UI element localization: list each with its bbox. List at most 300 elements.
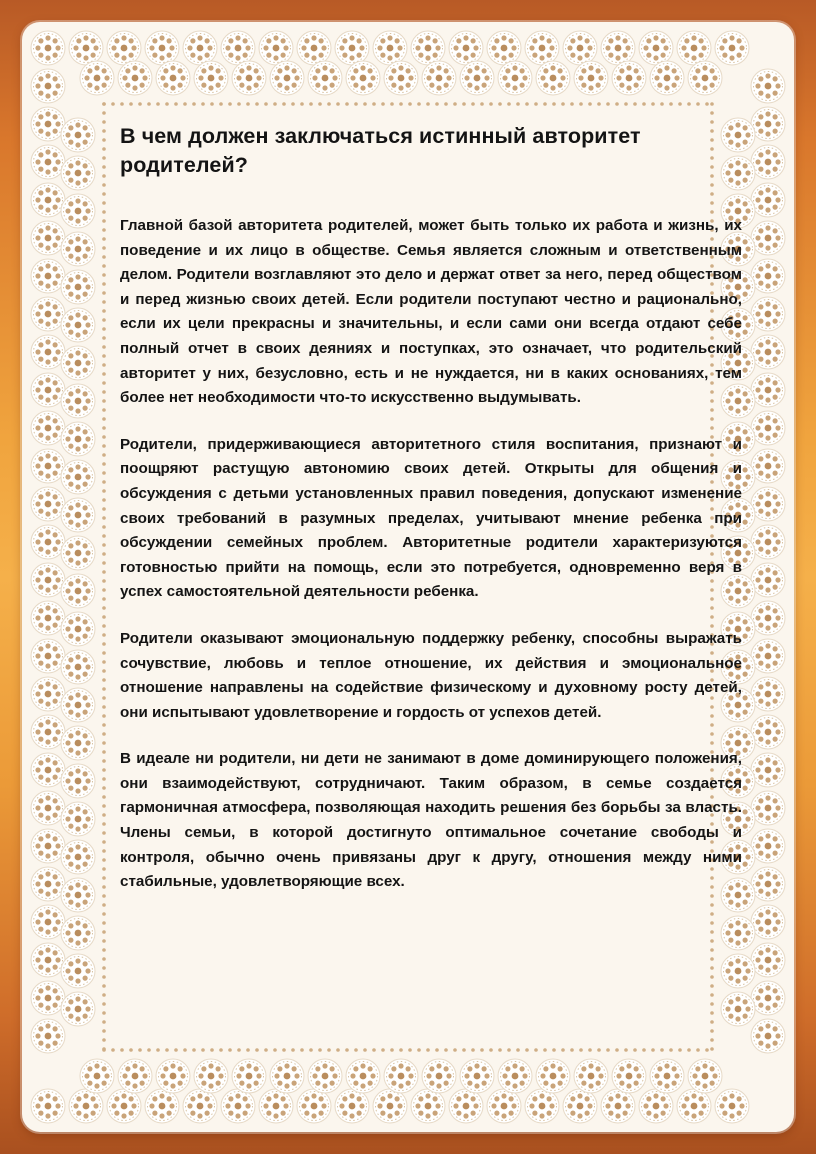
article-title: В чем должен заключаться истинный авторитет родителей? (120, 124, 641, 177)
lace-stitch (210, 102, 214, 106)
lace-flower (61, 878, 95, 912)
lace-flower (61, 308, 95, 342)
lace-stitch (201, 102, 205, 106)
lace-flower (751, 943, 785, 977)
lace-flower (639, 31, 673, 65)
article-paragraph-2: Родители, придерживающиеся авторитетного стиля воспитания, признают и поощряют растущую автономию своих детей. Открыты для общения и обсуждения с детьми установленных правил поведения, допускают изменение своих требований в разумных пределах, учитывают мнение ребенка при обсуждении семейных проблем. Авторитетные родители характеризуются готовностью прийти на помощь, если это потребуется, одновременно веря в успех самостоятельной деятельности ребенка. (120, 435, 742, 601)
lace-stitch (102, 1029, 106, 1033)
lace-stitch (399, 102, 403, 106)
lace-flower (80, 1059, 114, 1093)
lace-flower (384, 1059, 418, 1093)
lace-flower (346, 1059, 380, 1093)
lace-flower (751, 145, 785, 179)
lace-flower (751, 905, 785, 939)
lace-stitch (102, 192, 106, 196)
lace-stitch (102, 237, 106, 241)
lace-stitch (102, 525, 106, 529)
lace-stitch (633, 102, 637, 106)
lace-stitch (309, 102, 313, 106)
lace-stitch (120, 102, 124, 106)
lace-flower (31, 259, 65, 293)
lace-flower (751, 563, 785, 597)
lace-flower (270, 61, 304, 95)
lace-flower (145, 1089, 179, 1123)
lace-flower (601, 31, 635, 65)
lace-stitch (444, 102, 448, 106)
lace-stitch (111, 1048, 115, 1052)
lace-stitch (525, 102, 529, 106)
lace-stitch (102, 453, 106, 457)
lace-flower (183, 1089, 217, 1123)
lace-stitch (102, 156, 106, 160)
lace-flower (751, 1019, 785, 1053)
lace-flower (422, 61, 456, 95)
lace-flower (61, 764, 95, 798)
article-paragraph-4: В идеале ни родители, ни дети не занимают в доме доминирующего положения, они взаимодействуют, сотрудничают. Таким образом, в семье создается гармоничная атмосфера, позволяющая находить решения без борьбы за власть. Члены семьи, в которой достигнуто оптимальное сочетание свободы и контроля, обычно очень привязаны друг к другу, отношения между ними стабильные, удовлетворяющие всех. (120, 750, 742, 891)
lace-stitch (102, 129, 106, 133)
lace-stitch (102, 498, 106, 502)
lace-stitch (102, 138, 106, 142)
lace-stitch (561, 102, 565, 106)
lace-stitch (102, 948, 106, 952)
lace-flower (751, 335, 785, 369)
lace-flower (270, 1059, 304, 1093)
lace-stitch (102, 759, 106, 763)
lace-flower (563, 1089, 597, 1123)
lace-flower (61, 498, 95, 532)
lace-stitch (102, 876, 106, 880)
lace-flower (69, 31, 103, 65)
lace-flower (194, 1059, 228, 1093)
lace-stitch (174, 102, 178, 106)
lace-stitch (705, 102, 709, 106)
lace-stitch (102, 381, 106, 385)
lace-stitch (102, 840, 106, 844)
lace-stitch (579, 102, 583, 106)
lace-stitch (102, 606, 106, 610)
lace-stitch (390, 102, 394, 106)
lace-stitch (651, 102, 655, 106)
lace-flower (449, 31, 483, 65)
lace-flower (411, 1089, 445, 1123)
lace-flower (297, 1089, 331, 1123)
lace-stitch (102, 435, 106, 439)
lace-flower (31, 373, 65, 407)
lace-stitch (102, 534, 106, 538)
lace-stitch (102, 1002, 106, 1006)
lace-flower (61, 954, 95, 988)
lace-stitch (183, 102, 187, 106)
lace-flower (650, 1059, 684, 1093)
lace-stitch (570, 102, 574, 106)
lace-stitch (642, 102, 646, 106)
lace-flower (69, 1089, 103, 1123)
lace-flower (31, 677, 65, 711)
lace-flower (61, 194, 95, 228)
lace-flower (751, 525, 785, 559)
lace-flower (751, 639, 785, 673)
lace-flower (308, 1059, 342, 1093)
lace-stitch (102, 849, 106, 853)
lace-flower (31, 411, 65, 445)
lace-flower (232, 61, 266, 95)
lace-stitch (588, 102, 592, 106)
lace-stitch (102, 912, 106, 916)
lace-stitch (102, 786, 106, 790)
lace-flower (61, 612, 95, 646)
lace-flower (297, 31, 331, 65)
lace-stitch (102, 111, 106, 115)
lace-stitch (318, 102, 322, 106)
lace-stitch (363, 102, 367, 106)
lace-border-frame (22, 22, 794, 1132)
lace-flower (308, 61, 342, 95)
lace-flower (61, 460, 95, 494)
lace-stitch (102, 1038, 106, 1042)
lace-flower (61, 346, 95, 380)
lace-flower (145, 31, 179, 65)
lace-flower (460, 1059, 494, 1093)
lace-flower (536, 61, 570, 95)
lace-stitch (102, 939, 106, 943)
lace-stitch (381, 102, 385, 106)
lace-stitch (102, 705, 106, 709)
lace-flower (373, 1089, 407, 1123)
lace-stitch (597, 102, 601, 106)
lace-flower (31, 1089, 65, 1123)
lace-flower (31, 31, 65, 65)
lace-flower (31, 639, 65, 673)
lace-stitch (669, 102, 673, 106)
lace-flower (751, 411, 785, 445)
lace-stitch (102, 687, 106, 691)
lace-stitch (102, 966, 106, 970)
lace-flower (232, 1059, 266, 1093)
lace-stitch (102, 921, 106, 925)
lace-stitch (426, 102, 430, 106)
lace-stitch (102, 426, 106, 430)
lace-stitch (102, 1011, 106, 1015)
lace-flower (525, 31, 559, 65)
lace-flower (259, 1089, 293, 1123)
lace-stitch (552, 102, 556, 106)
lace-stitch (102, 480, 106, 484)
lace-flower (498, 61, 532, 95)
lace-flower (612, 61, 646, 95)
lace-flower (751, 753, 785, 787)
lace-flower (31, 69, 65, 103)
lace-stitch (147, 102, 151, 106)
lace-stitch (453, 102, 457, 106)
lace-stitch (102, 255, 106, 259)
lace-flower (31, 981, 65, 1015)
lace-stitch (489, 102, 493, 106)
lace-flower (574, 1059, 608, 1093)
lace-stitch (102, 471, 106, 475)
lace-flower (751, 601, 785, 635)
lace-stitch (696, 102, 700, 106)
lace-flower (31, 107, 65, 141)
lace-stitch (102, 975, 106, 979)
lace-flower (61, 574, 95, 608)
lace-stitch (102, 624, 106, 628)
lace-stitch (156, 102, 160, 106)
lace-stitch (471, 102, 475, 106)
lace-flower (107, 1089, 141, 1123)
lace-stitch (102, 984, 106, 988)
lace-stitch (102, 228, 106, 232)
lace-stitch (102, 552, 106, 556)
lace-flower (525, 1089, 559, 1123)
lace-flower (61, 992, 95, 1026)
lace-flower (183, 31, 217, 65)
lace-stitch (102, 201, 106, 205)
lace-stitch (102, 444, 106, 448)
lace-flower (31, 487, 65, 521)
lace-stitch (291, 102, 295, 106)
lace-stitch (543, 102, 547, 106)
lace-stitch (228, 102, 232, 106)
lace-flower (31, 335, 65, 369)
lace-stitch (102, 309, 106, 313)
lace-flower (422, 1059, 456, 1093)
lace-flower (61, 802, 95, 836)
lace-flower (61, 650, 95, 684)
lace-flower (31, 145, 65, 179)
lace-stitch (102, 120, 106, 124)
lace-flower (61, 156, 95, 190)
lace-stitch (102, 210, 106, 214)
lace-stitch (102, 300, 106, 304)
lace-flower (118, 61, 152, 95)
lace-stitch (102, 885, 106, 889)
lace-flower (688, 61, 722, 95)
lace-stitch (102, 858, 106, 862)
lace-stitch (615, 102, 619, 106)
lace-flower (31, 867, 65, 901)
lace-flower (61, 536, 95, 570)
lace-stitch (102, 615, 106, 619)
lace-flower (31, 791, 65, 825)
lace-stitch (102, 993, 106, 997)
lace-stitch (102, 372, 106, 376)
lace-flower (751, 107, 785, 141)
lace-flower (61, 384, 95, 418)
lace-stitch (102, 327, 106, 331)
lace-stitch (345, 102, 349, 106)
lace-flower (715, 1089, 749, 1123)
lace-stitch (102, 813, 106, 817)
lace-flower (563, 31, 597, 65)
lace-stitch (606, 102, 610, 106)
lace-flower (61, 118, 95, 152)
lace-stitch (534, 102, 538, 106)
lace-stitch (687, 102, 691, 106)
lace-stitch (102, 579, 106, 583)
lace-stitch (102, 408, 106, 412)
lace-stitch (498, 102, 502, 106)
lace-flower (156, 61, 190, 95)
lace-stitch (102, 570, 106, 574)
lace-stitch (102, 489, 106, 493)
lace-stitch (102, 282, 106, 286)
lace-flower (751, 791, 785, 825)
lace-stitch (102, 597, 106, 601)
lace-flower (61, 270, 95, 304)
lace-flower (384, 61, 418, 95)
lace-stitch (102, 561, 106, 565)
lace-flower (487, 1089, 521, 1123)
lace-flower (460, 61, 494, 95)
lace-stitch (102, 930, 106, 934)
lace-flower (61, 916, 95, 950)
article (120, 122, 742, 1062)
lace-flower (31, 563, 65, 597)
lace-stitch (264, 102, 268, 106)
lace-flower (259, 31, 293, 65)
lace-stitch (102, 417, 106, 421)
lace-stitch (102, 831, 106, 835)
lace-stitch (237, 102, 241, 106)
lace-stitch (102, 183, 106, 187)
lace-stitch (102, 894, 106, 898)
lace-stitch (102, 741, 106, 745)
lace-stitch (102, 462, 106, 466)
lace-stitch (102, 867, 106, 871)
lace-flower (751, 487, 785, 521)
lace-stitch (710, 111, 714, 115)
lace-flower (639, 1089, 673, 1123)
lace-flower (677, 1089, 711, 1123)
lace-flower (31, 221, 65, 255)
lace-stitch (273, 102, 277, 106)
lace-stitch (102, 354, 106, 358)
lace-stitch (102, 516, 106, 520)
lace-flower (449, 1089, 483, 1123)
lace-stitch (417, 102, 421, 106)
lace-stitch (102, 957, 106, 961)
lace-flower (31, 905, 65, 939)
lace-flower (31, 1019, 65, 1053)
lace-flower (335, 1089, 369, 1123)
lace-stitch (327, 102, 331, 106)
lace-stitch (102, 714, 106, 718)
lace-stitch (165, 102, 169, 106)
lace-stitch (111, 102, 115, 106)
lace-flower (31, 297, 65, 331)
lace-flower (751, 69, 785, 103)
lace-flower (31, 715, 65, 749)
lace-stitch (102, 1020, 106, 1024)
lace-flower (31, 525, 65, 559)
lace-flower (107, 31, 141, 65)
lace-flower (574, 61, 608, 95)
lace-stitch (138, 102, 142, 106)
lace-flower (751, 677, 785, 711)
lace-flower (31, 943, 65, 977)
lace-stitch (255, 102, 259, 106)
lace-flower (61, 688, 95, 722)
lace-flower (751, 867, 785, 901)
lace-flower (31, 183, 65, 217)
lace-stitch (102, 660, 106, 664)
lace-stitch (678, 102, 682, 106)
lace-flower (751, 981, 785, 1015)
lace-stitch (102, 768, 106, 772)
lace-flower (487, 31, 521, 65)
lace-stitch (282, 102, 286, 106)
lace-flower (61, 840, 95, 874)
lace-flower (612, 1059, 646, 1093)
lace-stitch (408, 102, 412, 106)
lace-stitch (480, 102, 484, 106)
lace-stitch (102, 795, 106, 799)
lace-flower (346, 61, 380, 95)
lace-stitch (102, 318, 106, 322)
lace-stitch (624, 102, 628, 106)
lace-stitch (102, 822, 106, 826)
lace-stitch (102, 363, 106, 367)
lace-stitch (354, 102, 358, 106)
lace-flower (751, 183, 785, 217)
lace-flower (688, 1059, 722, 1093)
lace-stitch (336, 102, 340, 106)
lace-stitch (102, 651, 106, 655)
lace-flower (715, 31, 749, 65)
article-paragraph-1: Главной базой авторитета родителей, может быть только их работа и жизнь, их поведение и их лицо в обществе. Семья является сложным и ответственным делом. Родители возглавляют это дело и держат ответ за него, перед обществом и перед жизнью своих детей. Если родители поступают честно и рационально, если их цели прекрасны и значительны, и если сами они всегда отдают себе полный отчет в своих деяниях и поступках, это означает, что родительский авторитет у них, безусловно, есть и не нуждается, ни в каких основаниях, тем более нет необходимости что-то искусственно выдумывать. (120, 217, 742, 407)
lace-stitch (192, 102, 196, 106)
lace-stitch (102, 336, 106, 340)
lace-flower (221, 1089, 255, 1123)
lace-stitch (102, 633, 106, 637)
lace-stitch (102, 399, 106, 403)
lace-flower (61, 726, 95, 760)
lace-stitch (102, 588, 106, 592)
lace-flower (373, 31, 407, 65)
lace-stitch (219, 102, 223, 106)
lace-stitch (102, 642, 106, 646)
lace-flower (31, 449, 65, 483)
lace-flower (80, 61, 114, 95)
lace-stitch (300, 102, 304, 106)
lace-stitch (372, 102, 376, 106)
lace-stitch (462, 102, 466, 106)
lace-stitch (102, 732, 106, 736)
lace-flower (498, 1059, 532, 1093)
lace-stitch (246, 102, 250, 106)
lace-stitch (102, 678, 106, 682)
lace-flower (751, 715, 785, 749)
lace-flower (194, 61, 228, 95)
lace-stitch (102, 903, 106, 907)
lace-stitch (435, 102, 439, 106)
lace-stitch (102, 390, 106, 394)
lace-flower (751, 297, 785, 331)
lace-flower (536, 1059, 570, 1093)
lace-stitch (102, 273, 106, 277)
lace-stitch (102, 543, 106, 547)
article-paragraph-3: Родители оказывают эмоциональную поддержку ребенку, способны выражать сочувствие, любовь и теплое отношение, их действия и эмоциональное отношение направлены на содействие физическому и духовному росту детей, они испытывают удовлетворение и гордость от успехов детей. (120, 629, 742, 721)
lace-flower (751, 259, 785, 293)
lace-stitch (102, 696, 106, 700)
lace-stitch (102, 246, 106, 250)
lace-flower (61, 232, 95, 266)
lace-stitch (102, 165, 106, 169)
lace-flower (31, 753, 65, 787)
lace-stitch (102, 669, 106, 673)
lace-stitch (102, 723, 106, 727)
lace-flower (335, 31, 369, 65)
